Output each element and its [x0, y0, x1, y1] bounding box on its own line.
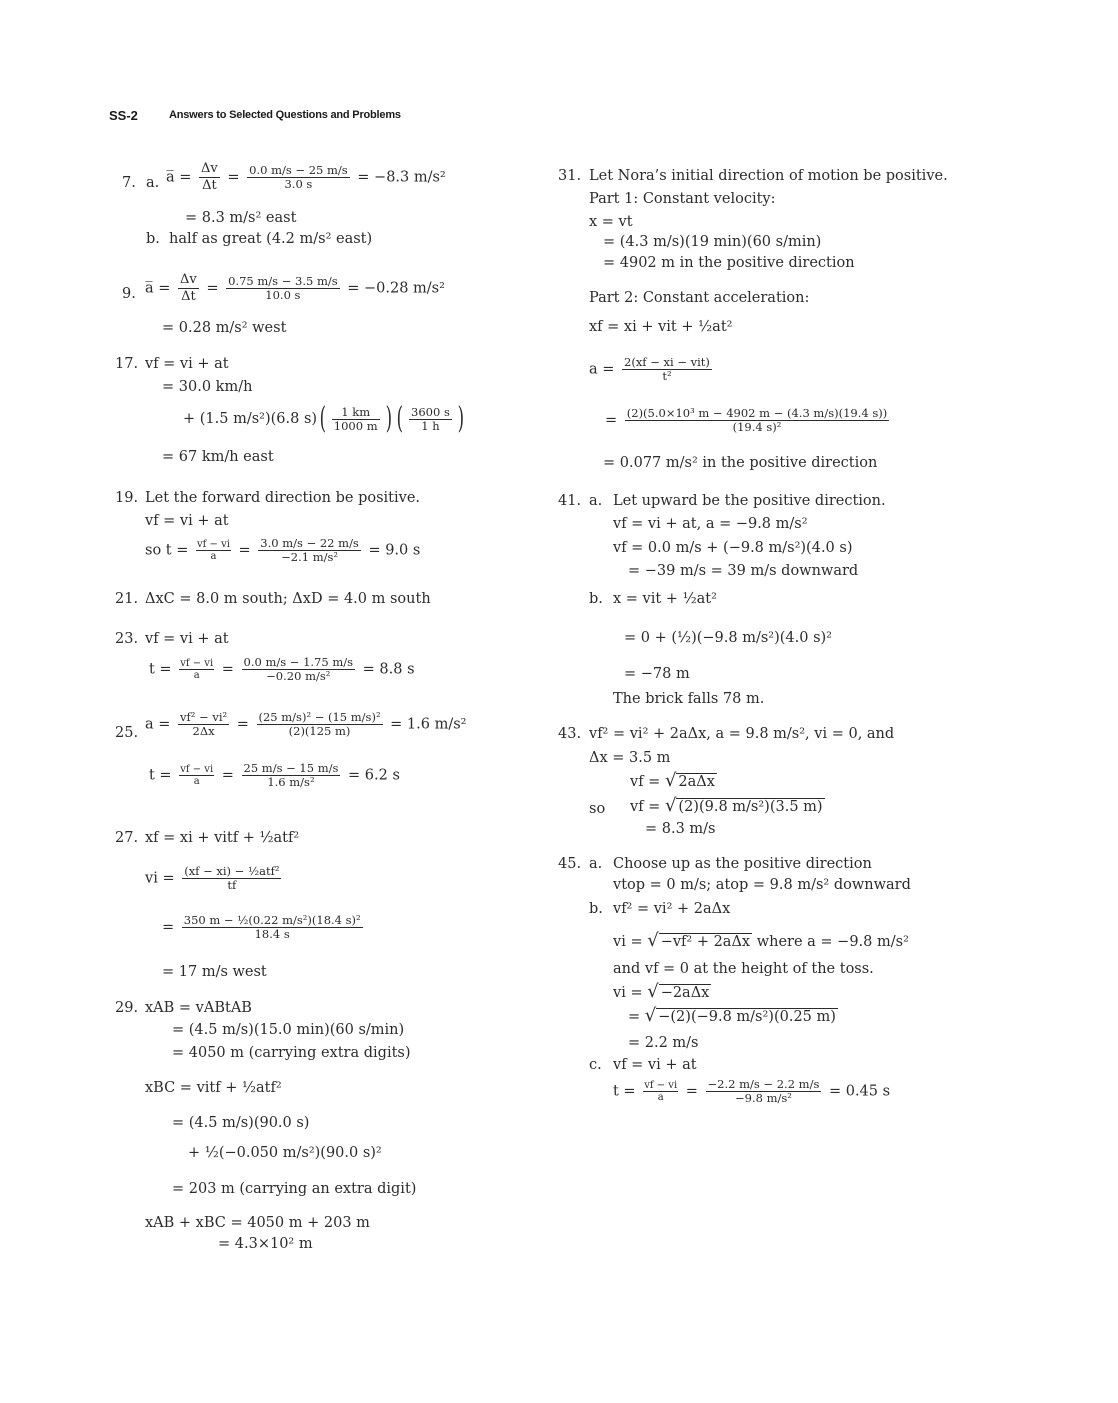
problem-43-so: so: [589, 801, 606, 817]
problem-45a-line1: Choose up as the positive direction: [613, 856, 872, 872]
problem-29-line1: xAB = vABtAB: [145, 1000, 252, 1016]
fraction: $\frac{1 km}{1000 m}$: [333, 404, 378, 433]
problem-43-line2: Δx = 3.5 m: [589, 750, 671, 766]
fraction: $\frac{vf - vi}{a}$: [180, 658, 214, 681]
problem-19-line1: Let the forward direction be positive.: [145, 490, 421, 506]
section-title: Answers to Selected Questions and Problems: [169, 109, 401, 121]
problem-31-line3: x = vt: [589, 214, 633, 230]
problem-45a-line2: vtop = 0 m/s; atop = 9.8 m/s² downward: [613, 877, 911, 893]
problem-31-line1: Let Nora’s initial direction of motion be positive.: [589, 168, 948, 184]
problem-21-number: 21.: [115, 591, 139, 607]
problem-45c-line1: vf = vi + at: [613, 1057, 697, 1073]
problem-17-line4: = 67 km/h east: [162, 449, 274, 465]
problem-25-number: 25.: [115, 725, 139, 741]
problem-31-line7: xf = xi + vit + ½at²: [589, 319, 733, 335]
problem-31-line4: = (4.3 m/s)(19 min)(60 s/min): [603, 234, 822, 250]
problem-45b-line4: vi = √ −2aΔx: [613, 981, 710, 1002]
fraction: $\frac{\text{vf² − vi²}}{2\Delta x}$: [180, 710, 228, 738]
problem-41b-line3: = −78 m: [624, 666, 690, 682]
problem-31-line8: = 0.077 m/s² in the positive direction: [603, 455, 878, 471]
problem-21-line1: ΔxC = 8.0 m south; ΔxD = 4.0 m south: [145, 591, 431, 607]
fraction: $\frac{vf - vi}{a}$: [196, 539, 230, 562]
fraction: $\frac{vf - vi}{a}$: [180, 764, 214, 787]
eq-lhs: a̅ =: [166, 169, 192, 186]
fraction: $\frac{vf - vi}{a}$: [644, 1080, 678, 1103]
problem-17-number: 17.: [115, 356, 139, 372]
problem-45b-line6: = 2.2 m/s: [628, 1035, 699, 1051]
problem-43-line1: vf² = vi² + 2aΔx, a = 9.8 m/s², vi = 0, and: [589, 726, 895, 742]
problem-9-number: 9.: [122, 286, 136, 302]
problem-45b-line2: vi = √ −vf² + 2aΔx where a = −9.8 m/s²: [613, 930, 909, 951]
problem-45c-label: c.: [589, 1057, 602, 1073]
problem-19-line2: vf = vi + at: [145, 513, 229, 529]
fraction: $\frac{3.0 m/s - 22 m/s}{\text{−2.1 m/s²}}$: [260, 536, 359, 564]
fraction: $\frac{\text{(25 m/s)² − (15 m/s)²}}{(2)(125 m)}$: [258, 710, 381, 738]
problem-31-equation-a: a = $\frac{\text{2(xf − xi − vit)}}{\text{t²}}$: [589, 355, 710, 383]
problem-25-equation-t: t = $\frac{vf - vi}{a}$ = $\frac{25 m/s - 15 m/s}{\text{1.6 m/s²}}$ = 6.2 s: [149, 761, 400, 789]
fraction: $\frac{\text{2(xf − xi − vit)}}{\text{t²}}$: [624, 355, 710, 383]
problem-41b-line2: = 0 + (½)(−9.8 m/s²)(4.0 s)²: [624, 630, 832, 646]
problem-7b-label: b.: [146, 231, 160, 247]
fraction: $\frac{\Delta v}{\Delta t}$: [201, 161, 218, 193]
problem-41-number: 41.: [558, 493, 582, 509]
problem-19-equation: so t = $\frac{vf - vi}{a}$ = $\frac{3.0 m/s - 22 m/s}{\text{−2.1 m/s²}}$ = 9.0 s: [145, 536, 421, 564]
problem-27-number: 27.: [115, 830, 139, 846]
problem-29-line7: = 203 m (carrying an extra digit): [172, 1181, 417, 1197]
problem-41a-line3: vf = 0.0 m/s + (−9.8 m/s²)(4.0 s): [613, 540, 853, 556]
fraction: $\frac{0.75 m/s - 3.5 m/s}{10.0 s}$: [228, 274, 338, 302]
problem-23-line1: vf = vi + at: [145, 631, 229, 647]
problem-7-number: 7.: [122, 175, 136, 191]
problem-45b-line3: and vf = 0 at the height of the toss.: [613, 961, 874, 977]
problem-23-number: 23.: [115, 631, 139, 647]
problem-9-line2: = 0.28 m/s² west: [162, 320, 287, 336]
problem-29-line5: = (4.5 m/s)(90.0 s): [172, 1115, 310, 1131]
problem-27-line1: xf = xi + vitf + ½atf²: [145, 830, 300, 846]
problem-41a-line1: Let upward be the positive direction.: [613, 493, 886, 509]
problem-41a-label: a.: [589, 493, 603, 509]
problem-43-line3: vf = √ 2aΔx: [630, 770, 715, 791]
fraction: $\frac{0.0 m/s - 25 m/s}{3.0 s}$: [249, 163, 348, 191]
problem-29-number: 29.: [115, 1000, 139, 1016]
fraction: $\frac{0.0 m/s - 1.75 m/s}{\text{−0.20 m/s²}}$: [243, 655, 354, 683]
fraction: $\frac{3600 s}{1 h}$: [411, 404, 450, 433]
problem-7a-equation: a̅ = $\frac{\Delta v}{\Delta t}$ = $\frac{0.0 m/s - 25 m/s}{3.0 s}$ = −8.3 m/s²: [166, 161, 446, 193]
problem-7b-text: half as great (4.2 m/s² east): [169, 231, 373, 247]
fraction: $\frac{\text{(xf − xi) − ½atf²}}{tf}$: [184, 864, 280, 892]
fraction: $\frac{\text{(2)(5.0×10³ m − 4902 m − (4.3 m/s)(19.4 s))}}{\text{(19.4 s)²}}$: [626, 406, 888, 434]
problem-27-equation-vi: vi = $\frac{\text{(xf − xi) − ½atf²}}{tf}$: [145, 864, 280, 892]
problem-7a-label: a.: [146, 175, 160, 191]
problem-25-equation-a: a = $\frac{\text{vf² − vi²}}{2\Delta x}$ = $\frac{\text{(25 m/s)² − (15 m/s)²}}{(2)(125 m)}$ = 1.6 m/s²: [145, 710, 467, 738]
problem-45a-label: a.: [589, 856, 603, 872]
page-number: SS-2: [109, 108, 138, 123]
problem-27-equation-sub: = $\frac{\text{350 m − ½(0.22 m/s²)(18.4 s)²}}{18.4 s}$: [162, 913, 361, 941]
problem-29-line8: xAB + xBC = 4050 m + 203 m: [145, 1215, 370, 1231]
problem-45c-equation: t = $\frac{vf - vi}{a}$ = $\frac{-2.2 m/s - 2.2 m/s}{\text{−9.8 m/s²}}$ = 0.45 s: [613, 1077, 891, 1105]
problem-45b-line1: vf² = vi² + 2aΔx: [613, 901, 731, 917]
problem-41b-line4: The brick falls 78 m.: [613, 691, 765, 707]
problem-43-line5: = 8.3 m/s: [645, 821, 716, 837]
problem-29-line6: + ½(−0.050 m/s²)(90.0 s)²: [188, 1145, 382, 1161]
problem-45b-line5: = √ −(2)(−9.8 m/s²)(0.25 m): [628, 1005, 836, 1026]
problem-7a-line2: = 8.3 m/s² east: [185, 210, 297, 226]
problem-17-line2: = 30.0 km/h: [162, 379, 253, 395]
problem-17-line1: vf = vi + at: [145, 356, 229, 372]
problem-27-result: = 17 m/s west: [162, 964, 267, 980]
problem-41b-line1: x = vit + ½at²: [613, 591, 717, 607]
eq-result: = −8.3 m/s²: [357, 169, 446, 186]
problem-31-line2: Part 1: Constant velocity:: [589, 191, 776, 207]
fraction: $\frac{-2.2 m/s - 2.2 m/s}{\text{−9.8 m/s²}}$: [707, 1077, 820, 1105]
problem-31-equation-sub: = $\frac{\text{(2)(5.0×10³ m − 4902 m − (4.3 m/s)(19.4 s))}}{\text{(19.4 s)²}}$: [605, 406, 888, 434]
problem-19-number: 19.: [115, 490, 139, 506]
problem-29-line3: = 4050 m (carrying extra digits): [172, 1045, 411, 1061]
problem-31-number: 31.: [558, 168, 582, 184]
problem-45b-label: b.: [589, 901, 603, 917]
problem-31-line5: = 4902 m in the positive direction: [603, 255, 855, 271]
problem-41b-label: b.: [589, 591, 603, 607]
problem-43-line4: vf = √ (2)(9.8 m/s²)(3.5 m): [630, 795, 823, 816]
problem-29-line9: = 4.3×10² m: [218, 1236, 313, 1252]
problem-23-equation: t = $\frac{vf - vi}{a}$ = $\frac{0.0 m/s - 1.75 m/s}{\text{−0.20 m/s²}}$ = 8.8 s: [149, 655, 415, 683]
problem-41a-line4: = −39 m/s = 39 m/s downward: [628, 563, 859, 579]
problem-43-number: 43.: [558, 726, 582, 742]
fraction: $\frac{25 m/s - 15 m/s}{\text{1.6 m/s²}}$: [243, 761, 339, 789]
problem-45-number: 45.: [558, 856, 582, 872]
fraction: $\frac{\Delta v}{\Delta t}$: [180, 272, 197, 304]
problem-17-line3: + (1.5 m/s²)(6.8 s)( $\frac{1 km}{1000 m}$ ) ( $\frac{3600 s}{1 h}$ ): [183, 401, 464, 436]
problem-9-equation: a̅ = $\frac{\Delta v}{\Delta t}$ = $\frac{0.75 m/s - 3.5 m/s}{10.0 s}$ = −0.28 m/s²: [145, 272, 445, 304]
problem-29-line2: = (4.5 m/s)(15.0 min)(60 s/min): [172, 1022, 405, 1038]
problem-31-line6: Part 2: Constant acceleration:: [589, 290, 810, 306]
problem-29-line4: xBC = vitf + ½atf²: [145, 1080, 282, 1096]
problem-41a-line2: vf = vi + at, a = −9.8 m/s²: [613, 516, 808, 532]
fraction: $\frac{\text{350 m − ½(0.22 m/s²)(18.4 s)²}}{18.4 s}$: [183, 913, 361, 941]
